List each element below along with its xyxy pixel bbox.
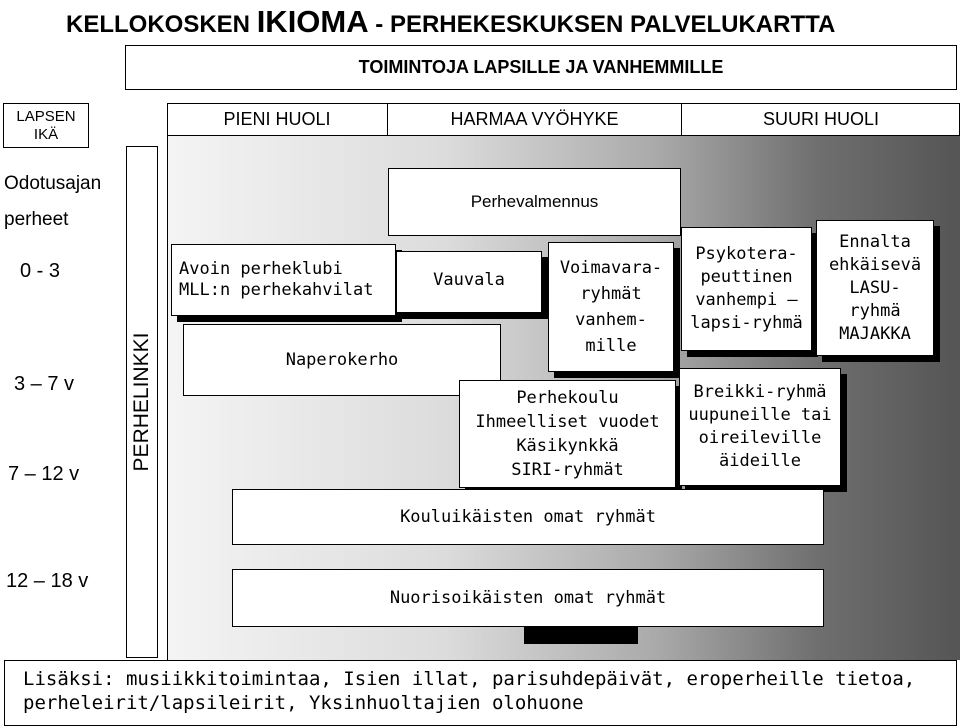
perhekoulu-line-3: Käsikynkkä (516, 436, 619, 456)
service-nuorisoikaisten (232, 569, 824, 627)
voimavara-line-1: Voimavara- (559, 258, 663, 278)
age-0-3: 0 - 3 (20, 260, 61, 282)
title-prefix: KELLOKOSKEN (66, 11, 257, 38)
breikki-line-3: oireileville (698, 428, 822, 448)
zone-small-worry-label: PIENI HUOLI (223, 109, 331, 129)
age-expecting-line-2: perheet (4, 209, 69, 230)
age-expecting-line-1: Odotusajan (4, 173, 102, 194)
service-ennalta-ehkaiseva (816, 220, 934, 356)
breikki-line-4: äideille (719, 451, 801, 471)
voimavara-line-4: mille (585, 336, 637, 356)
perhekoulu-line-2: Ihmeelliset vuodet (475, 412, 660, 432)
zone-gray-zone-label: HARMAA VYÖHYKE (450, 109, 619, 129)
service-perhekoulu (459, 380, 676, 488)
ennalta-line-5: MAJAKKA (839, 323, 911, 344)
ennalta-line-2: ehkäisevä (828, 254, 922, 275)
ennalta-line-3: LASU- (849, 277, 901, 298)
title-brand: IKIOMA (256, 4, 369, 39)
perhekoulu-line-1: Perhekoulu (516, 388, 619, 408)
subtitle: TOIMINTOJA LAPSILLE JA VANHEMMILLE (358, 57, 724, 77)
psykoterapeuttinen-line-2: peuttinen (700, 267, 793, 287)
age-header-line-1: LAPSEN (16, 107, 76, 125)
breikki-line-1: Breikki-ryhmä (693, 382, 827, 402)
age-12-18: 12 – 18 v (6, 570, 89, 592)
nuorisoikaisten-label: Nuorisoikäisten omat ryhmät (389, 587, 667, 608)
service-naperokerho (183, 324, 501, 396)
footer-line-1: Lisäksi: musiikkitoimintaa, Isien illat, parisuhdepäivät, eroperheille tietoa, (23, 668, 916, 690)
perhevalmennus-label: Perhevalmennus (470, 192, 599, 211)
service-kouluikaisten (232, 489, 824, 545)
kouluikaisten-label: Kouluikäisten omat ryhmät (400, 506, 656, 527)
page-title (66, 2, 835, 42)
zone-small-worry (167, 103, 387, 136)
psykoterapeuttinen-line-3: vanhempi – (695, 290, 798, 310)
service-voimavara (548, 242, 674, 372)
service-perhevalmennus (388, 168, 681, 236)
service-vauvala (396, 251, 542, 313)
title-suffix: - PERHEKESKUKSEN PALVELUKARTTA (368, 11, 836, 38)
age-7-12: 7 – 12 v (8, 463, 80, 485)
zone-big-worry-label: SUURI HUOLI (762, 109, 879, 129)
ennalta-line-4: ryhmä (849, 300, 901, 321)
perhekoulu-line-4: SIRI-ryhmät (511, 460, 624, 480)
voimavara-line-2: ryhmät (580, 284, 642, 304)
ennalta-line-1: Ennalta (839, 231, 911, 252)
voimavara-line-3: vanhem- (575, 310, 647, 330)
zone-big-worry (682, 103, 960, 136)
vauvala-label: Vauvala (433, 270, 505, 290)
avoin-line-2: MLL:n perhekahvilat (179, 280, 374, 300)
service-breikki (679, 368, 841, 486)
age-header (3, 103, 89, 148)
age-expecting (4, 166, 101, 238)
gradient-border-left (167, 136, 168, 660)
footer-line-2: perheleirit/lapsileirit, Yksinhuoltajien olohuone (23, 692, 584, 714)
naperokerho-label: Naperokerho (285, 349, 399, 370)
age-3-7: 3 – 7 v (14, 373, 75, 395)
avoin-line-1: Avoin perheklubi (179, 259, 343, 279)
age-header-line-2: IKÄ (33, 125, 59, 143)
footer-box (4, 660, 957, 726)
psykoterapeuttinen-line-1: Psykotera- (695, 244, 798, 264)
subtitle-box (125, 45, 957, 90)
breikki-line-2: uupuneille tai (688, 405, 832, 425)
zone-gray-zone (388, 103, 681, 136)
perhelinkki-label: PERHELINKKI (130, 332, 153, 472)
psykoterapeuttinen-line-4: lapsi-ryhmä (690, 313, 803, 333)
service-avoin-perheklubi (171, 244, 396, 316)
service-psykoterapeuttinen (681, 227, 812, 351)
